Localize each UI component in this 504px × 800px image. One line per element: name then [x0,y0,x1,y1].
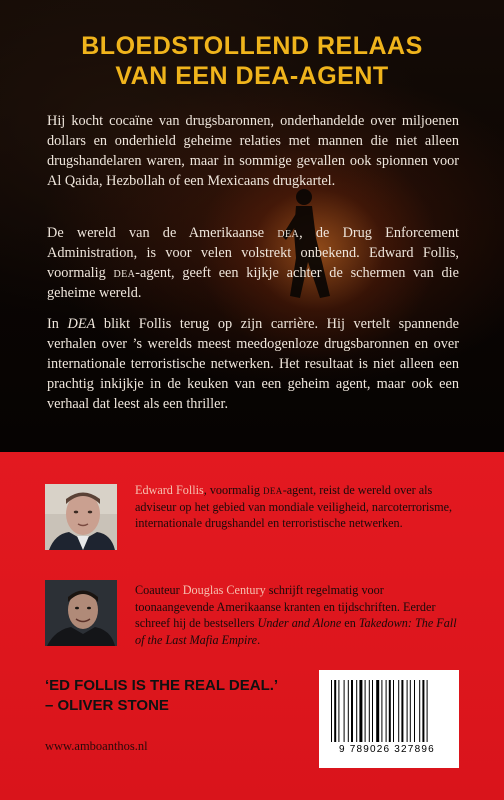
blurb-paragraph-3 [47,314,459,414]
headline-line-1: BLOEDSTOLLEND RELAAS [81,32,423,60]
barcode-bar [398,680,399,742]
endorsement-attribution: – OLIVER STONE [45,697,169,714]
blurb-text: , de Drug Enforcement Administration, is voor velen volstrekt onbekend. Edward Follis, voormalig [47,225,459,281]
bio-text: en [341,616,359,630]
barcode-bar [393,680,394,742]
barcode-bar [359,680,362,742]
book-title-italic: Under and Alone [257,616,342,630]
blurb-paragraph-2 [47,223,459,303]
barcode-bar [344,680,345,742]
portrait-illustration [45,580,117,646]
barcode-bar [414,680,415,742]
barcode-bar [372,680,373,742]
barcode-bar [389,680,391,742]
author-name: Edward Follis [135,483,204,497]
portrait-illustration [45,484,117,550]
bio-text: schrijft regelmatig voor toonaangevende Amerikaanse kranten en tijdschriften. Eerder schreef hij de bestsellers [135,583,436,630]
blurb-text: -agent, geeft een kijkje achter de schermen van die geheime wereld. [47,265,459,301]
coauthor-name: Douglas Century [182,583,266,597]
barcode-bar [356,680,357,742]
barcode-bar [386,680,387,742]
headline-line-2: VAN EEN DEA-AGENT [115,62,389,90]
blurb-paragraph-1: Hij kocht cocaïne van drugsbaronnen, onderhandelde over miljoenen dollars en onderhield geheime relaties met mannen die niet alleen drugshandelaren waren, maar in sommige gevallen ook spionnen voor Al Qaida, Hezbollah of een Mexicaans drugkartel. [47,113,459,189]
isbn-number: 9 789026 327896 [339,744,435,755]
barcode-bar [369,680,370,742]
book-title-italic: Takedown: The Fall of the Last Mafia Empire [135,616,457,647]
bio-text: . [257,632,261,647]
barcode-bar [401,680,403,742]
dea-abbreviation: dea [277,225,300,241]
coauthor-bio [135,582,465,648]
barcode-bar [334,680,336,742]
barcode-bar [376,680,379,742]
barcode-bar [422,680,424,742]
barcode-bar [427,680,428,742]
barcode-bar [381,680,382,742]
author-bio [135,482,465,532]
barcode-bar [338,680,339,742]
barcode-bar [348,680,349,742]
barcode-bar [351,680,353,742]
blurb-text: De wereld van de Amerikaanse [47,225,278,241]
bio-text: Coauteur [135,583,183,597]
author-photo-douglas-century [45,580,117,646]
barcode-bar [407,680,408,742]
bio-text: -agent, reist de wereld over als adviseur op het gebied van mondiale veiligheid, narcoterrorisme, internationale drugshandel en terroristische netwerken. [135,483,453,530]
blurb-text: blikt Follis terug op zijn carrière. Hij vertelt spannende verhalen over ’s werelds meest meedogenloze drugsbaronnen en over internationale terroristische netwerken. Het resultaat is niet alleen een prachtig inkijkje in de keuken van een geheim agent, maar ook een verhaal dat leest als een thriller. [47,316,459,412]
barcode-bar [419,680,420,742]
bio-text: , voormalig [203,483,263,497]
barcode-bar [365,680,366,742]
book-title-italic: DEA [67,316,96,332]
dea-abbreviation: dea [113,265,136,281]
endorsement-quote: ‘ED FOLLIS IS THE REAL DEAL.’ [45,677,279,694]
blurb-text: In [47,316,68,332]
dea-abbreviation: dea [262,483,283,497]
author-photo-edward-follis [45,484,117,550]
barcode-bar [410,680,411,742]
publisher-website[interactable]: www.amboanthos.nl [45,739,148,753]
barcode-bar [331,680,332,742]
